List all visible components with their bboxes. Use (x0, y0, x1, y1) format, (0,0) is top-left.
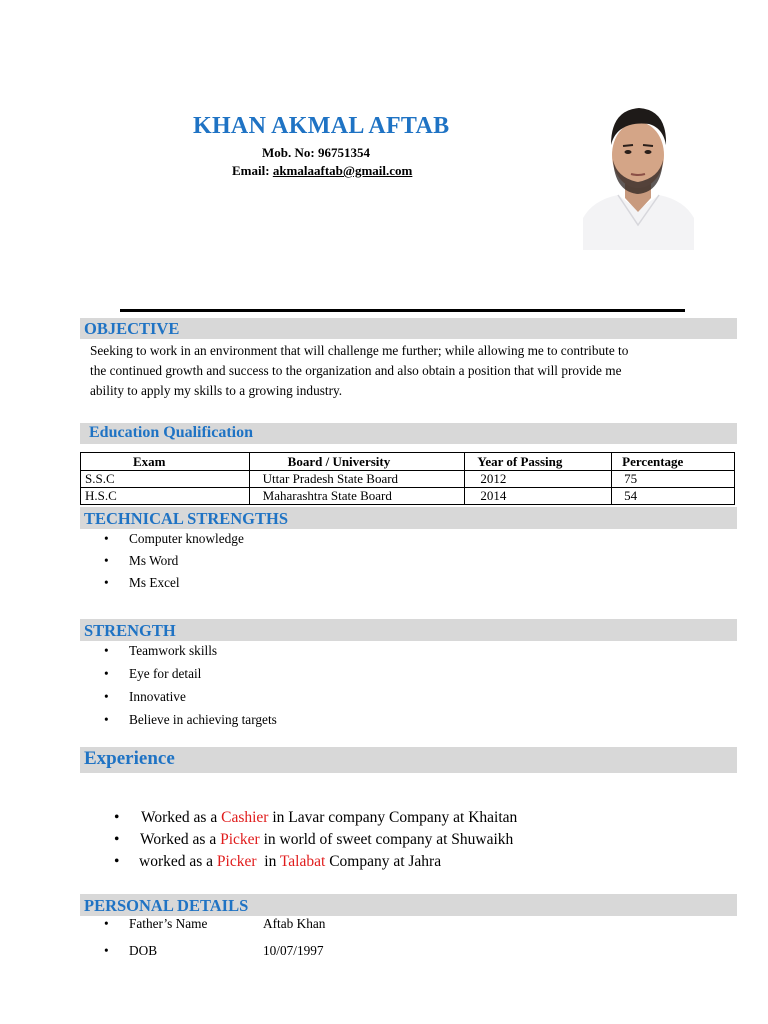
strength-title: STRENGTH (84, 621, 176, 640)
personal-label: Father’s Name (129, 916, 208, 931)
personal-label: DOB (129, 943, 158, 958)
experience-text: in world of sweet company at Shuwaikh (259, 831, 514, 848)
experience-role: Picker (216, 853, 257, 870)
table-cell: 54 (612, 488, 735, 505)
personal-value: 10/07/1997 (263, 943, 324, 958)
list-item: • Eye for detail (104, 662, 277, 685)
mobile-number: Mob. No: 96751354 (262, 145, 370, 160)
experience-text: Worked as a (141, 809, 222, 826)
column-header-board: Board / University (249, 453, 465, 471)
list-item: • Believe in achieving targets (104, 708, 277, 731)
experience-text: Worked as a (140, 831, 221, 848)
objective-line: Seeking to work in an environment that will challenge me further; while allowing me to contribute to (90, 343, 629, 358)
list-item (114, 851, 517, 873)
list-item: • Innovative (104, 685, 277, 708)
list-item: • Ms Word (104, 550, 244, 572)
email-line (232, 163, 412, 179)
resume-name: KHAN AKMAL AFTAB (193, 113, 450, 139)
table-row (81, 471, 735, 488)
bullet-icon: • (104, 916, 109, 931)
education-table (80, 452, 735, 505)
list-item: • Computer knowledge (104, 528, 244, 550)
strength-section-header (80, 619, 737, 641)
personal-value: Aftab Khan (263, 916, 326, 931)
table-header-row (81, 453, 735, 471)
strength-list (104, 639, 277, 731)
objective-line: the continued growth and success to the organization and also obtain a position that will provide me (90, 363, 622, 378)
experience-role: Picker (220, 831, 260, 848)
experience-text: Company at Jahra (325, 853, 442, 870)
personal-title: PERSONAL DETAILS (84, 896, 249, 915)
table-cell: S.S.C (81, 471, 250, 488)
technical-section-header (80, 507, 737, 529)
objective-section-header (80, 318, 737, 339)
column-header-year: Year of Passing (465, 453, 612, 471)
table-cell: 2012 (465, 471, 612, 488)
column-header-percentage: Percentage (612, 453, 735, 471)
personal-row (104, 916, 326, 932)
technical-list (104, 528, 244, 594)
table-cell: 75 (612, 471, 735, 488)
table-cell: 2014 (465, 488, 612, 505)
email-label: Email: (232, 163, 273, 178)
experience-company: Talabat (279, 853, 326, 870)
table-row (81, 488, 735, 505)
technical-title: TECHNICAL STRENGTHS (84, 509, 289, 528)
experience-section-header (80, 747, 737, 773)
experience-text: in (256, 853, 280, 870)
personal-section-header (80, 894, 737, 916)
experience-list (114, 807, 517, 873)
experience-role: Cashier (221, 809, 269, 826)
experience-text: worked as a (139, 853, 217, 870)
table-cell: Maharashtra State Board (249, 488, 465, 505)
education-title: Education Qualification (89, 424, 254, 441)
table-cell: Uttar Pradesh State Board (249, 471, 465, 488)
email-link[interactable]: akmalaaftab@gmail.com (272, 163, 413, 178)
objective-line: ability to apply my skills to a growing industry. (90, 383, 343, 398)
list-item (114, 807, 517, 829)
education-section-header (80, 423, 737, 444)
list-item: • Teamwork skills (104, 639, 277, 662)
table-cell: H.S.C (81, 488, 250, 505)
list-item: • Ms Excel (104, 572, 244, 594)
personal-row (104, 943, 324, 959)
objective-title: OBJECTIVE (84, 319, 180, 338)
portrait-photo (583, 100, 694, 250)
header-divider (120, 309, 685, 312)
bullet-icon: • (104, 943, 109, 958)
experience-text: in Lavar company Company at Khaitan (268, 809, 518, 826)
objective-text (90, 341, 730, 401)
column-header-exam: Exam (81, 453, 250, 471)
list-item (114, 829, 517, 851)
experience-title: Experience (84, 748, 175, 769)
